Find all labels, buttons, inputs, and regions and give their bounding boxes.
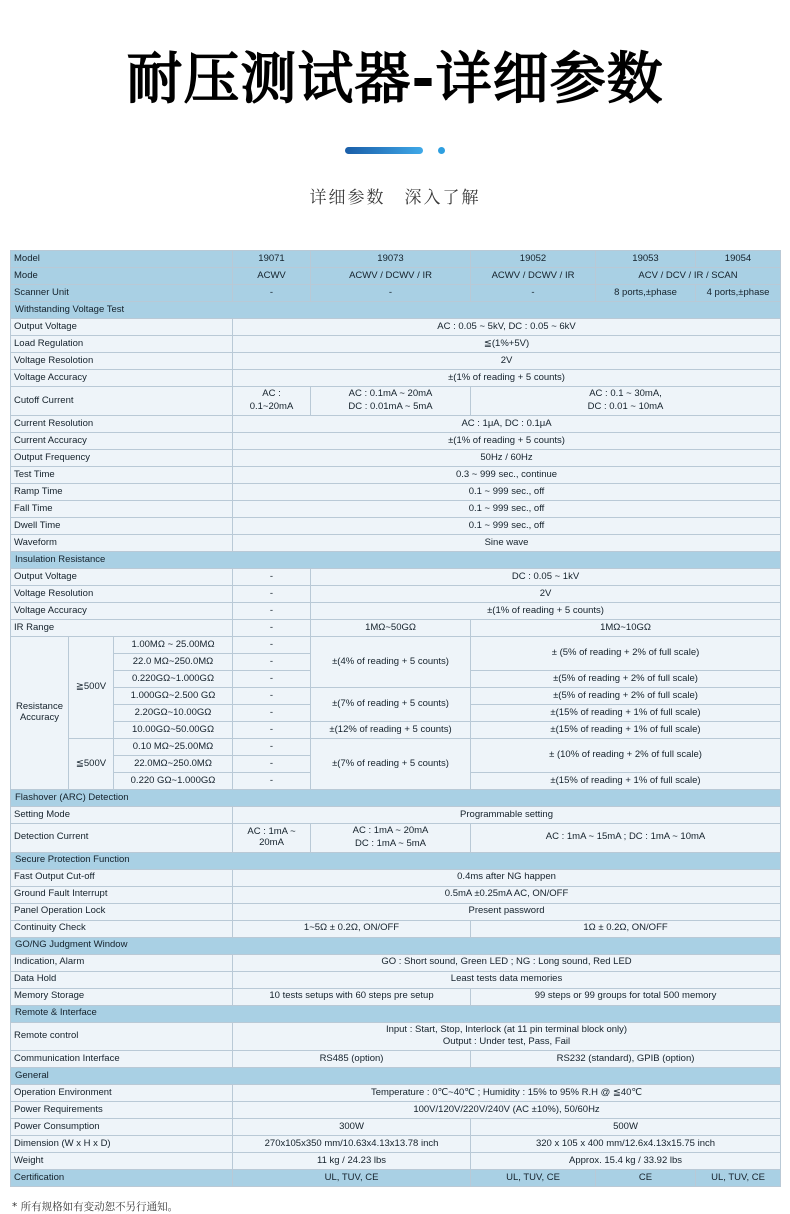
table-row-resistance-accuracy-6: [11, 722, 781, 739]
value-memory-storage-left: 10 tests setups with 60 steps pre setup: [233, 988, 471, 1005]
mode-19071: ACWV: [233, 268, 311, 285]
row-label-current-accuracy: Current Accuracy: [11, 433, 233, 450]
value-detection-current-19073: [311, 824, 471, 853]
scanner-19071: -: [233, 285, 311, 302]
table-row-setting-mode: [11, 807, 781, 824]
value-certification-1: UL, TUV, CE: [233, 1170, 471, 1187]
scanner-19054: 4 ports,±phase: [696, 285, 781, 302]
row-label-certification: Certification: [11, 1170, 233, 1187]
value-cutoff-current-19071: [233, 387, 311, 416]
value-panel-operation-lock: Present password: [233, 903, 781, 920]
value-ir-voltage-resolution-rest: 2V: [311, 586, 781, 603]
value-setting-mode: Programmable setting: [233, 807, 781, 824]
ra-dash-h5: -: [233, 705, 311, 722]
value-cutoff-current-rest: [471, 387, 781, 416]
title-divider: [345, 146, 445, 155]
table-row-certification: [11, 1170, 781, 1187]
row-label-resistance-accuracy: [11, 637, 69, 790]
table-row-fast-output-cutoff: [11, 869, 781, 886]
value-load-regulation: ≦(1%+5V): [233, 336, 781, 353]
model-19071: 19071: [233, 251, 311, 268]
ra-dash-h6: -: [233, 722, 311, 739]
ra-dash-h2: -: [233, 654, 311, 671]
value-output-voltage: AC : 0.05 ~ 5kV, DC : 0.05 ~ 6kV: [233, 319, 781, 336]
page-title: 耐压测试器-详细参数: [126, 47, 664, 112]
ra-range-h4: 1.000GΩ~2.500 GΩ: [114, 688, 233, 705]
ra-dash-h1: -: [233, 637, 311, 654]
value-remote-control: [233, 1022, 781, 1051]
table-row-mode: [11, 268, 781, 285]
row-label-ir-voltage-resolution: Voltage Resolution: [11, 586, 233, 603]
value-current-resolution: AC : 1μA, DC : 0.1μA: [233, 416, 781, 433]
mode-19053-19054: ACV / DCV / IR / SCAN: [596, 268, 781, 285]
row-label-mode: Mode: [11, 268, 233, 285]
row-label-memory-storage: Memory Storage: [11, 988, 233, 1005]
table-row-indication-alarm: [11, 954, 781, 971]
ra-mid-7pct-low: ±(7% of reading + 5 counts): [311, 739, 471, 790]
ra-mid-12pct: ±(12% of reading + 5 counts): [311, 722, 471, 739]
divider-bar: [345, 147, 423, 154]
ra-mid-4pct: ±(4% of reading + 5 counts): [311, 637, 471, 688]
value-fall-time: 0.1 ~ 999 sec., off: [233, 501, 781, 518]
row-label-output-voltage: Output Voltage: [11, 319, 233, 336]
value-ir-range-rest: 1MΩ~10GΩ: [471, 620, 781, 637]
mode-19052: ACWV / DCWV / IR: [471, 268, 596, 285]
value-continuity-check-left: 1~5Ω ± 0.2Ω, ON/OFF: [233, 920, 471, 937]
section-header-general: [11, 1068, 781, 1085]
cutoff-19071-line2: 0.1~20mA: [249, 401, 294, 413]
specification-table: [10, 250, 781, 1187]
value-ramp-time: 0.1 ~ 999 sec., off: [233, 484, 781, 501]
page-subtitle: 详细参数 深入了解: [309, 188, 481, 209]
remote-control-line2: Output : Under test, Pass, Fail: [442, 1036, 571, 1048]
row-label-panel-operation-lock: Panel Operation Lock: [11, 903, 233, 920]
row-label-current-resolution: Current Resolution: [11, 416, 233, 433]
table-row-ground-fault-interrupt: [11, 886, 781, 903]
value-detection-current-rest: AC : 1mA ~ 15mA ; DC : 1mA ~ 10mA: [471, 824, 781, 853]
section-label: Insulation Resistance: [11, 552, 781, 569]
ra-range-h5: 2.20GΩ~10.00GΩ: [114, 705, 233, 722]
ra-right-5-2-c: ±(5% of reading + 2% of full scale): [471, 688, 781, 705]
row-label-output-frequency: Output Frequency: [11, 450, 233, 467]
table-row-voltage-accuracy-wv: [11, 370, 781, 387]
table-row-output-voltage-wv: [11, 319, 781, 336]
table-row-output-frequency: [11, 450, 781, 467]
value-data-hold: Least tests data memories: [233, 971, 781, 988]
table-row-communication-interface: [11, 1051, 781, 1068]
cutoff-19073-line2: DC : 0.01mA ~ 5mA: [348, 401, 433, 413]
value-ir-output-voltage-rest: DC : 0.05 ~ 1kV: [311, 569, 781, 586]
ra-right-5-2-b: ±(5% of reading + 2% of full scale): [471, 671, 781, 688]
resistance-accuracy-line2: Accuracy: [19, 712, 60, 724]
table-row-cutoff-current: [11, 387, 781, 416]
cutoff-19071-line1: AC :: [262, 388, 281, 400]
row-label-ir-range: IR Range: [11, 620, 233, 637]
section-header-flashover: [11, 790, 781, 807]
value-current-accuracy: ±(1% of reading + 5 counts): [233, 433, 781, 450]
value-dwell-time: 0.1 ~ 999 sec., off: [233, 518, 781, 535]
table-row-dimension: [11, 1136, 781, 1153]
row-label-load-regulation: Load Regulation: [11, 336, 233, 353]
section-header-secure-protection: [11, 852, 781, 869]
ra-right-15-1-a: ±(15% of reading + 1% of full scale): [471, 705, 781, 722]
table-row-remote-control: [11, 1022, 781, 1051]
table-row-continuity-check: [11, 920, 781, 937]
row-label-setting-mode: Setting Mode: [11, 807, 233, 824]
ra-mid-7pct: ±(7% of reading + 5 counts): [311, 688, 471, 722]
ra-range-l3: 0.220 GΩ~1.000GΩ: [114, 773, 233, 790]
detection-19073-line1: AC : 1mA ~ 20mA: [352, 825, 429, 837]
row-label-voltage-resolution: Voltage Resolotion: [11, 353, 233, 370]
value-ir-voltage-resolution-19071: -: [233, 586, 311, 603]
table-row-ir-voltage-accuracy: [11, 603, 781, 620]
table-row-fall-time: [11, 501, 781, 518]
row-label-fast-output-cutoff: Fast Output Cut-off: [11, 869, 233, 886]
row-label-ramp-time: Ramp Time: [11, 484, 233, 501]
row-label-voltage-accuracy: Voltage Accuracy: [11, 370, 233, 387]
value-voltage-resolution: 2V: [233, 353, 781, 370]
row-label-scanner-unit: Scanner Unit: [11, 285, 233, 302]
remote-control-line1: Input : Start, Stop, Interlock (at 11 pin terminal block only): [385, 1023, 628, 1035]
value-comm-interface-left: RS485 (option): [233, 1051, 471, 1068]
row-label-waveform: Waveform: [11, 535, 233, 552]
value-ir-range-19071: -: [233, 620, 311, 637]
row-label-ir-voltage-accuracy: Voltage Accuracy: [11, 603, 233, 620]
value-ir-range-19073: 1MΩ~50GΩ: [311, 620, 471, 637]
detection-19073-line2: DC : 1mA ~ 5mA: [355, 837, 427, 849]
ra-range-h2: 22.0 MΩ~250.0MΩ: [114, 654, 233, 671]
value-dimension-left: 270x105x350 mm/10.63x4.13x13.78 inch: [233, 1136, 471, 1153]
value-dimension-right: 320 x 105 x 400 mm/12.6x4.13x15.75 inch: [471, 1136, 781, 1153]
value-waveform: Sine wave: [233, 535, 781, 552]
ra-right-15-1-c: ±(15% of reading + 1% of full scale): [471, 773, 781, 790]
ra-range-h1: 1.00MΩ ~ 25.00MΩ: [114, 637, 233, 654]
spec-table-wrapper: [10, 250, 780, 1187]
section-label: Remote & Interface: [11, 1005, 781, 1022]
value-ir-output-voltage-19071: -: [233, 569, 311, 586]
value-voltage-accuracy: ±(1% of reading + 5 counts): [233, 370, 781, 387]
section-header-gong-judgment: [11, 937, 781, 954]
row-label-test-time: Test Time: [11, 467, 233, 484]
section-label: Secure Protection Function: [11, 852, 781, 869]
value-indication-alarm: GO : Short sound, Green LED ; NG : Long sound, Red LED: [233, 954, 781, 971]
cutoff-rest-line2: DC : 0.01 ~ 10mA: [587, 401, 664, 413]
table-row-ir-voltage-resolution: [11, 586, 781, 603]
table-row-operation-environment: [11, 1085, 781, 1102]
value-cutoff-current-19073: [311, 387, 471, 416]
ra-dash-h3: -: [233, 671, 311, 688]
value-fast-output-cutoff: 0.4ms after NG happen: [233, 869, 781, 886]
scanner-19073: -: [311, 285, 471, 302]
row-label-continuity-check: Continuity Check: [11, 920, 233, 937]
model-19053: 19053: [596, 251, 696, 268]
value-certification-3: CE: [596, 1170, 696, 1187]
row-label-dwell-time: Dwell Time: [11, 518, 233, 535]
table-row-panel-operation-lock: [11, 903, 781, 920]
model-19073: 19073: [311, 251, 471, 268]
ra-range-l2: 22.0MΩ~250.0MΩ: [114, 756, 233, 773]
page-header: [0, 0, 790, 208]
table-row-ramp-time: [11, 484, 781, 501]
row-label-model: Model: [11, 251, 233, 268]
ra-dash-h4: -: [233, 688, 311, 705]
row-label-ground-fault-interrupt: Ground Fault Interrupt: [11, 886, 233, 903]
voltage-group-le500v: ≦500V: [69, 739, 114, 790]
ra-range-h3: 0.220GΩ~1.000GΩ: [114, 671, 233, 688]
value-ir-voltage-accuracy-rest: ±(1% of reading + 5 counts): [311, 603, 781, 620]
divider-dot: [438, 147, 445, 154]
row-label-power-requirements: Power Requirements: [11, 1102, 233, 1119]
table-row-waveform: [11, 535, 781, 552]
ra-right-10-2: ± (10% of reading + 2% of full scale): [471, 739, 781, 773]
ra-dash-l2: -: [233, 756, 311, 773]
row-label-power-consumption: Power Consumption: [11, 1119, 233, 1136]
value-comm-interface-right: RS232 (standard), GPIB (option): [471, 1051, 781, 1068]
cutoff-19073-line1: AC : 0.1mA ~ 20mA: [348, 388, 433, 400]
row-label-remote-control: Remote control: [11, 1022, 233, 1051]
table-row-data-hold: [11, 971, 781, 988]
ra-right-15-1-b: ±(15% of reading + 1% of full scale): [471, 722, 781, 739]
table-row-power-requirements: [11, 1102, 781, 1119]
value-detection-current-19071: AC : 1mA ~ 20mA: [233, 824, 311, 853]
section-header-insulation-resistance: [11, 552, 781, 569]
table-row-memory-storage: [11, 988, 781, 1005]
table-row-load-regulation: [11, 336, 781, 353]
ra-range-h6: 10.00GΩ~50.00GΩ: [114, 722, 233, 739]
table-row-scanner-unit: [11, 285, 781, 302]
table-row-resistance-accuracy-1: [11, 637, 781, 654]
section-label: GO/NG Judgment Window: [11, 937, 781, 954]
value-certification-2: UL, TUV, CE: [471, 1170, 596, 1187]
scanner-19052: -: [471, 285, 596, 302]
table-row-resistance-accuracy-4: [11, 688, 781, 705]
value-output-frequency: 50Hz / 60Hz: [233, 450, 781, 467]
ra-dash-l1: -: [233, 739, 311, 756]
table-row-ir-output-voltage: [11, 569, 781, 586]
ra-range-l1: 0.10 MΩ~25.00MΩ: [114, 739, 233, 756]
table-row-current-accuracy: [11, 433, 781, 450]
value-operation-environment: Temperature : 0℃~40℃ ; Humidity : 15% to 95% R.H @ ≦40℃: [233, 1085, 781, 1102]
section-label: Withstanding Voltage Test: [11, 302, 781, 319]
model-19052: 19052: [471, 251, 596, 268]
table-row-test-time: [11, 467, 781, 484]
value-weight-left: 11 kg / 24.23 lbs: [233, 1153, 471, 1170]
table-row-model: [11, 251, 781, 268]
row-label-weight: Weight: [11, 1153, 233, 1170]
table-row-detection-current: [11, 824, 781, 853]
table-row-dwell-time: [11, 518, 781, 535]
resistance-accuracy-line1: Resistance: [16, 701, 63, 713]
row-label-operation-environment: Operation Environment: [11, 1085, 233, 1102]
value-memory-storage-right: 99 steps or 99 groups for total 500 memory: [471, 988, 781, 1005]
voltage-group-ge500v: ≧500V: [69, 637, 114, 739]
value-test-time: 0.3 ~ 999 sec., continue: [233, 467, 781, 484]
row-label-communication-interface: Communication Interface: [11, 1051, 233, 1068]
mode-19073: ACWV / DCWV / IR: [311, 268, 471, 285]
ra-dash-l3: -: [233, 773, 311, 790]
table-row-voltage-resolution-wv: [11, 353, 781, 370]
value-power-requirements: 100V/120V/220V/240V (AC ±10%), 50/60Hz: [233, 1102, 781, 1119]
value-ground-fault-interrupt: 0.5mA ±0.25mA AC, ON/OFF: [233, 886, 781, 903]
footnote-text: * 所有规格如有变动恕不另行通知。: [12, 1201, 179, 1214]
table-row-power-consumption: [11, 1119, 781, 1136]
section-label: Flashover (ARC) Detection: [11, 790, 781, 807]
row-label-fall-time: Fall Time: [11, 501, 233, 518]
cutoff-rest-line1: AC : 0.1 ~ 30mA,: [589, 388, 662, 400]
row-label-ir-output-voltage: Output Voltage: [11, 569, 233, 586]
table-row-resistance-accuracy-7: [11, 739, 781, 756]
value-certification-4: UL, TUV, CE: [696, 1170, 781, 1187]
value-ir-voltage-accuracy-19071: -: [233, 603, 311, 620]
row-label-dimension: Dimension (W x H x D): [11, 1136, 233, 1153]
table-row-weight: [11, 1153, 781, 1170]
table-row-ir-range: [11, 620, 781, 637]
model-19054: 19054: [696, 251, 781, 268]
section-header-remote-interface: [11, 1005, 781, 1022]
row-label-detection-current: Detection Current: [11, 824, 233, 853]
value-power-consumption-right: 500W: [471, 1119, 781, 1136]
section-header-withstanding-voltage-test: [11, 302, 781, 319]
value-continuity-check-right: 1Ω ± 0.2Ω, ON/OFF: [471, 920, 781, 937]
row-label-indication-alarm: Indication, Alarm: [11, 954, 233, 971]
scanner-19053: 8 ports,±phase: [596, 285, 696, 302]
row-label-data-hold: Data Hold: [11, 971, 233, 988]
table-row-current-resolution: [11, 416, 781, 433]
ra-right-5-2-a: ± (5% of reading + 2% of full scale): [471, 637, 781, 671]
section-label: General: [11, 1068, 781, 1085]
value-power-consumption-left: 300W: [233, 1119, 471, 1136]
value-weight-right: Approx. 15.4 kg / 33.92 lbs: [471, 1153, 781, 1170]
row-label-cutoff-current: Cutoff Current: [11, 387, 233, 416]
